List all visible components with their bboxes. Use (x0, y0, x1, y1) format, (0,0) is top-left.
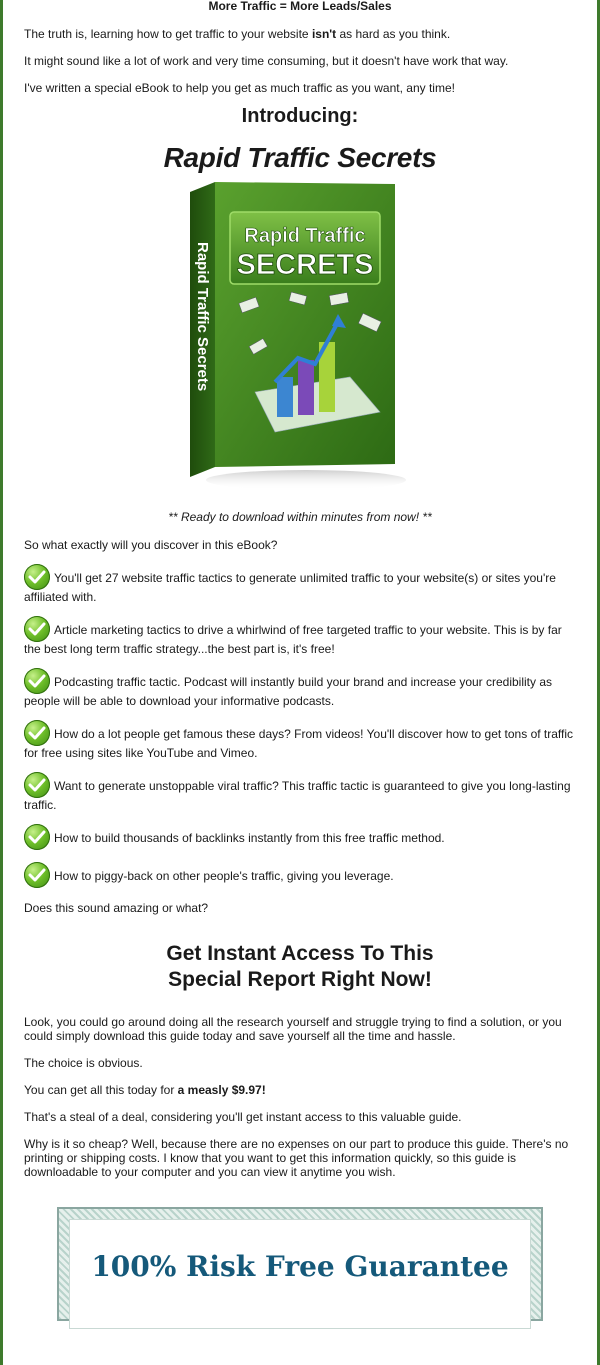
introducing-heading: Introducing: (241, 105, 359, 127)
benefit-item: You'll get 27 website traffic tactics to generate unlimited traffic to your website(s) or sites you're affiliated with. (24, 564, 576, 604)
guarantee-certificate (57, 1207, 543, 1321)
green-check-icon (24, 564, 50, 590)
benefits-lead: So what exactly will you discover in this eBook? (24, 538, 278, 552)
guarantee-certificate-inner (69, 1219, 531, 1329)
benefit-item: Podcasting traffic tactic. Podcast will instantly build your brand and increase your credibility as people will be able to download your informative podcasts. (24, 668, 576, 708)
intro-paragraph-3: I've written a special eBook to help you get as much traffic as you want, any time! (24, 81, 455, 95)
benefit-item: How to piggy-back on other people's traffic, giving you leverage. (24, 862, 576, 888)
product-title: Rapid Traffic Secrets (163, 142, 437, 173)
benefit-item: Want to generate unstoppable viral traffic? This traffic tactic is guaranteed to give you long-lasting traffic. (24, 772, 576, 812)
price-paragraph: You can get all this today for a measly $9.97! (24, 1083, 266, 1097)
cta-paragraph-1: Look, you could go around doing all the research yourself and struggle trying to find a solution, or you could simply download this guide today and save yourself all the time and hassle. (24, 1015, 562, 1043)
cover-title-line1: Rapid Traffic (244, 225, 366, 247)
ready-to-download-note: ** Ready to download within minutes from now! ** (168, 510, 432, 524)
green-check-icon (24, 772, 50, 798)
cta-paragraph-4: That's a steal of a deal, considering you'll get instant access to this valuable guide. (24, 1110, 462, 1124)
green-check-icon (24, 862, 50, 888)
cover-title-line2: SECRETS (236, 249, 374, 281)
page-content (3, 0, 597, 1321)
cta-heading (24, 941, 576, 993)
green-check-icon (24, 720, 50, 746)
benefits-closer: Does this sound amazing or what? (24, 901, 209, 915)
benefit-item: Article marketing tactics to drive a whirlwind of free targeted traffic to your website. This is by far the best long term traffic strategy...the best part is, it's free! (24, 616, 576, 656)
guarantee-title: 100% Risk Free Guarantee (91, 1250, 509, 1283)
cover-spine-text: Rapid Traffic Secrets (194, 242, 211, 392)
benefit-item: How to build thousands of backlinks instantly from this free traffic method. (24, 824, 576, 850)
emphasis-isnt: isn't (311, 27, 337, 41)
price-emphasis: a measly $9.97! (177, 1083, 266, 1097)
green-check-icon (24, 616, 50, 642)
tagline-heading: More Traffic = More Leads/Sales (208, 0, 392, 13)
benefit-item: How do a lot people get famous these days? From videos! You'll discover how to get tons of traffic for free using sites like YouTube and Vimeo. (24, 720, 576, 760)
intro-paragraph-2: It might sound like a lot of work and very time consuming, but it doesn't have work that way. (24, 54, 509, 68)
intro-paragraph-1: The truth is, learning how to get traffic to your website isn't as hard as you think. (24, 27, 451, 41)
green-check-icon (24, 668, 50, 694)
green-check-icon (24, 824, 50, 850)
cta-paragraph-2: The choice is obvious. (24, 1056, 143, 1070)
cta-paragraph-5: Why is it so cheap? Well, because there are no expenses on our part to produce this guide. There's no printing or shipping costs. I know that you want to get this information quickly, so this guide is downloadable to your computer and you can view it anytime you wish. (24, 1137, 569, 1179)
cta-heading-line2: Special Report Right Now! (168, 968, 432, 991)
ebook-cover-image (180, 182, 420, 502)
cta-heading-line1: Get Instant Access To This (166, 942, 434, 965)
